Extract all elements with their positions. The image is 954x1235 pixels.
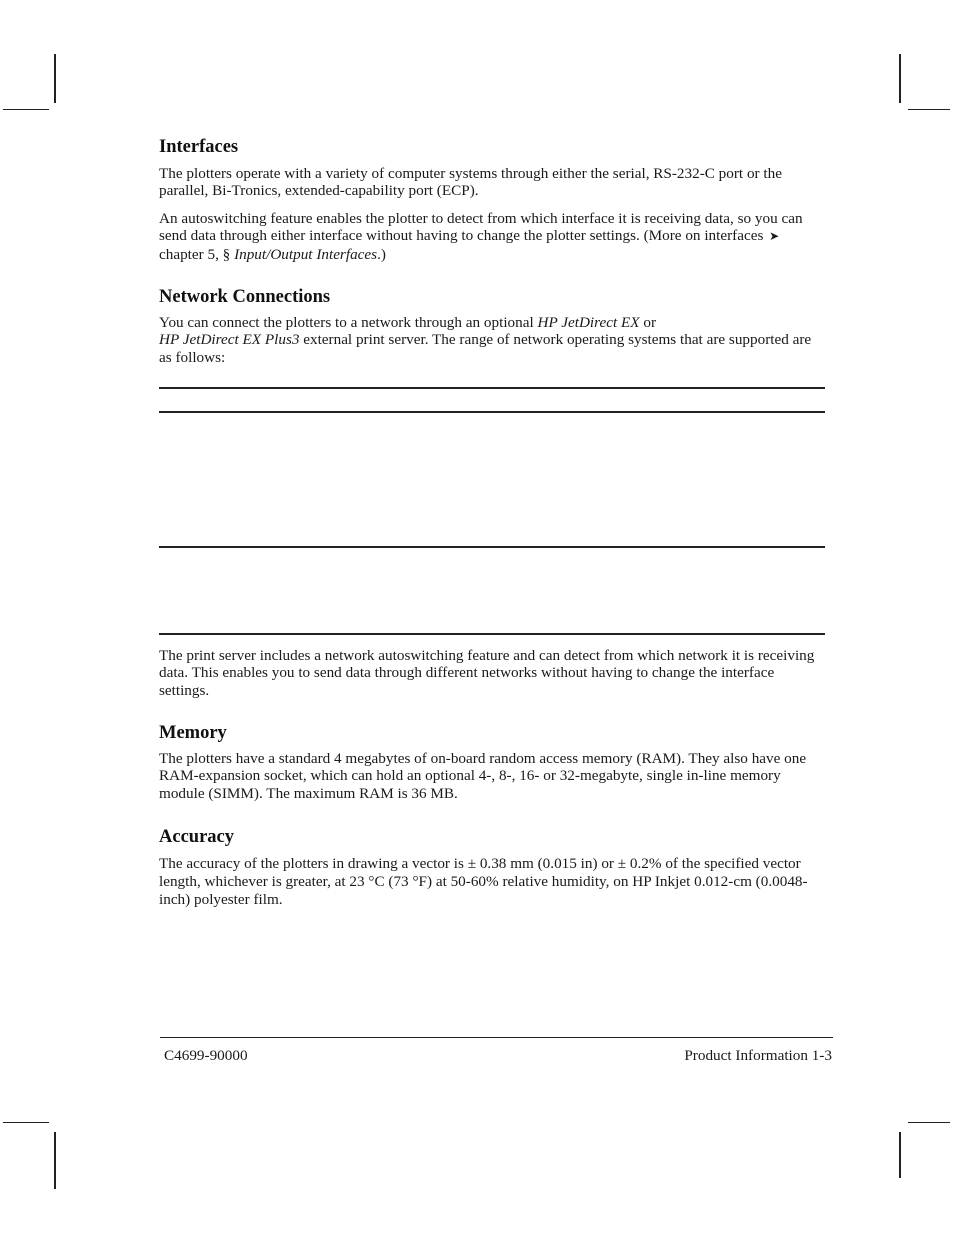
table-row-rule <box>159 546 825 548</box>
accuracy-paragraph: The accuracy of the plotters in drawing a vector is ± 0.38 mm (0.015 in) or ± 0.2% of the specified vector length, whichever is greater, at 23 °C (73 °F) at 50-60% relative humidity, on HP Inkjet 0.012-cm (0.0048-inch) polyester film. <box>159 855 808 908</box>
interfaces-paragraph-2 <box>159 210 825 263</box>
interfaces-ref-end: .) <box>377 245 386 263</box>
crop-mark <box>54 1132 56 1189</box>
crop-mark <box>899 54 901 103</box>
section-heading-network: Network Connections <box>159 287 331 307</box>
product-name-jetdirect-ex: HP JetDirect EX <box>537 314 640 331</box>
crop-mark <box>3 109 49 110</box>
footer-doc-number: C4699-90000 <box>164 1047 248 1064</box>
table-top-rule <box>159 387 825 389</box>
footer-rule <box>160 1037 833 1038</box>
network-text-a: You can connect the plotters to a network through an optional <box>159 314 534 331</box>
crop-mark <box>908 1122 950 1123</box>
footer-page-label: Product Information 1-3 <box>684 1047 832 1064</box>
crop-mark <box>899 1132 901 1178</box>
section-heading-accuracy: Accuracy <box>159 827 234 847</box>
product-name-jetdirect-ex-plus3: HP JetDirect EX Plus3 <box>159 331 300 349</box>
section-heading-interfaces: Interfaces <box>159 137 239 157</box>
crop-mark <box>54 54 56 103</box>
table-bottom-rule <box>159 633 825 635</box>
section-heading-memory: Memory <box>159 723 227 743</box>
crop-mark <box>908 109 950 110</box>
interfaces-ref-title: Input/Output Interfaces <box>234 245 378 263</box>
memory-paragraph: The plotters have a standard 4 megabytes of on-board random access memory (RAM). They also have one RAM-expansion socket, which can hold an optional 4-, 8-, 16- or 32-megabyte, single in-line memory module (SIMM). The maximum RAM is 36 MB. <box>159 750 807 802</box>
cross-reference-arrow-icon: ➤ <box>769 229 780 244</box>
interfaces-text: An autoswitching feature enables the plotter to detect from which interface it is receiving data, so you can send data through either interface without having to change the plotter settings. (More on interfaces <box>159 210 803 245</box>
network-text-c: external print server. The range of network operating systems that are supported are as follows: <box>159 331 812 366</box>
crop-mark <box>3 1122 49 1123</box>
interfaces-chapter-ref: chapter 5, § <box>159 245 231 263</box>
table-header-rule <box>159 411 825 413</box>
network-paragraph <box>159 314 825 366</box>
server-paragraph: The print server includes a network autoswitching feature and can detect from which network it is receiving data. This enables you to send data through different networks without having to change the interface settings. <box>159 647 815 699</box>
interfaces-paragraph-1: The plotters operate with a variety of computer systems through either the serial, RS-232-C port or the parallel, Bi-Tronics, extended-capability port (ECP). <box>159 165 782 200</box>
network-text-b: or <box>643 314 657 331</box>
